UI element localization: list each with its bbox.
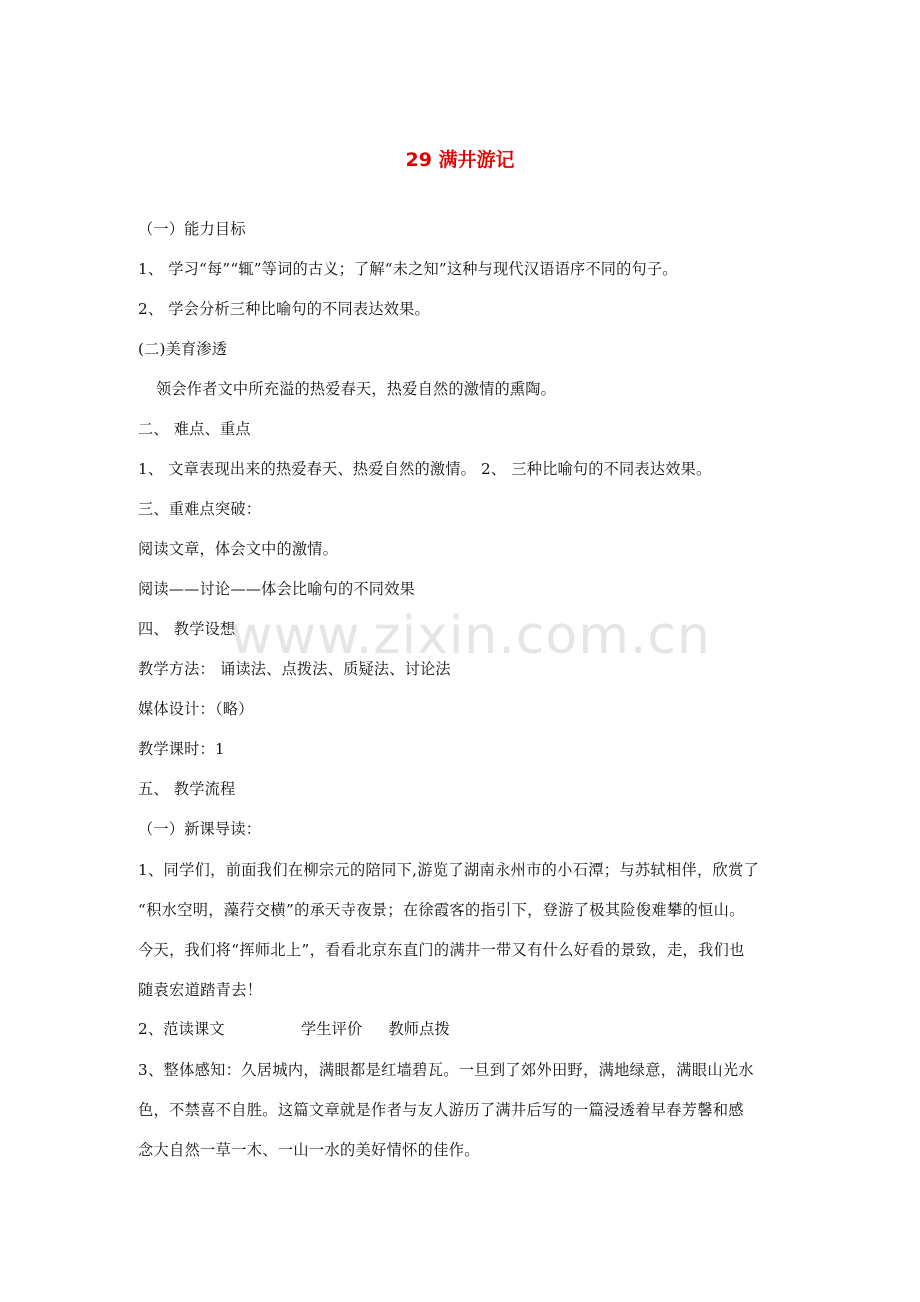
intro-line-1: 1、同学们，前面我们在柳宗元的陪同下,游览了湖南永州市的小石潭；与苏轼相伴，欣赏了 [138, 861, 760, 879]
perception-line-2: 色，不禁喜不自胜。这篇文章就是作者与友人游历了满井后写的一篇浸透着早春芳馨和感 [138, 1101, 744, 1119]
student-evaluation: 学生评价 [300, 1020, 363, 1038]
reading-step-label: 2、范读课文 [138, 1020, 225, 1038]
section-difficulty: 二、 难点、重点 [138, 420, 251, 438]
section-breakthrough: 三、重难点突破： [138, 500, 262, 518]
aesthetic-text: 领会作者文中所充溢的热爱春天，热爱自然的激情的熏陶。 [156, 380, 557, 398]
overall-perception-paragraph [138, 1050, 783, 1170]
section-teaching-process: 五、 教学流程 [138, 780, 236, 798]
section-new-lesson-intro: （一）新课导读： [138, 820, 262, 838]
teaching-hours: 教学课时：1 [138, 740, 225, 758]
intro-line-2: “积水空明，藻荇交横”的承天寺夜景；在徐霞客的指引下，登游了极其险俊难攀的恒山。 [138, 901, 745, 919]
teacher-guidance: 教师点拨 [388, 1020, 450, 1038]
teaching-methods: 教学方法： 诵读法、点拨法、质疑法、讨论法 [138, 660, 451, 678]
intro-line-4: 随袁宏道踏青去！ [138, 981, 263, 999]
goal-item-1: 1、 学习“每”“辄”等词的古义；了解“未之知”这种与现代汉语语序不同的句子。 [138, 260, 678, 278]
intro-line-3: 今天，我们将“挥师北上”，看看北京东直门的满井一带又有什么好看的景致，走，我们也 [138, 941, 745, 959]
breakthrough-item-1: 阅读文章，体会文中的激情。 [138, 540, 339, 558]
section-aesthetic: (二)美育渗透 [138, 340, 228, 358]
difficulty-items: 1、 文章表现出来的热爱春天、热爱自然的激情。 2、 三种比喻句的不同表达效果。 [138, 460, 712, 478]
watermark: www.zixin.com.cn [230, 606, 711, 666]
section-ability-goal: （一）能力目标 [138, 220, 246, 238]
perception-line-1: 3、整体感知：久居城内，满眼都是红墙碧瓦。一旦到了郊外田野，满地绿意，满眼山光水 [138, 1061, 754, 1079]
section-teaching-plan: 四、 教学设想 [138, 620, 236, 638]
page-title: 29 满井游记 [405, 149, 515, 171]
intro-paragraph [138, 850, 783, 1010]
goal-item-2: 2、 学会分析三种比喻句的不同表达效果。 [138, 300, 430, 318]
perception-line-3: 念大自然一草一木、一山一水的美好情怀的佳作。 [138, 1141, 480, 1159]
media-design: 媒体设计：（略） [138, 700, 254, 718]
breakthrough-item-2: 阅读——讨论——体会比喻句的不同效果 [138, 580, 415, 598]
reading-step [138, 1018, 450, 1040]
